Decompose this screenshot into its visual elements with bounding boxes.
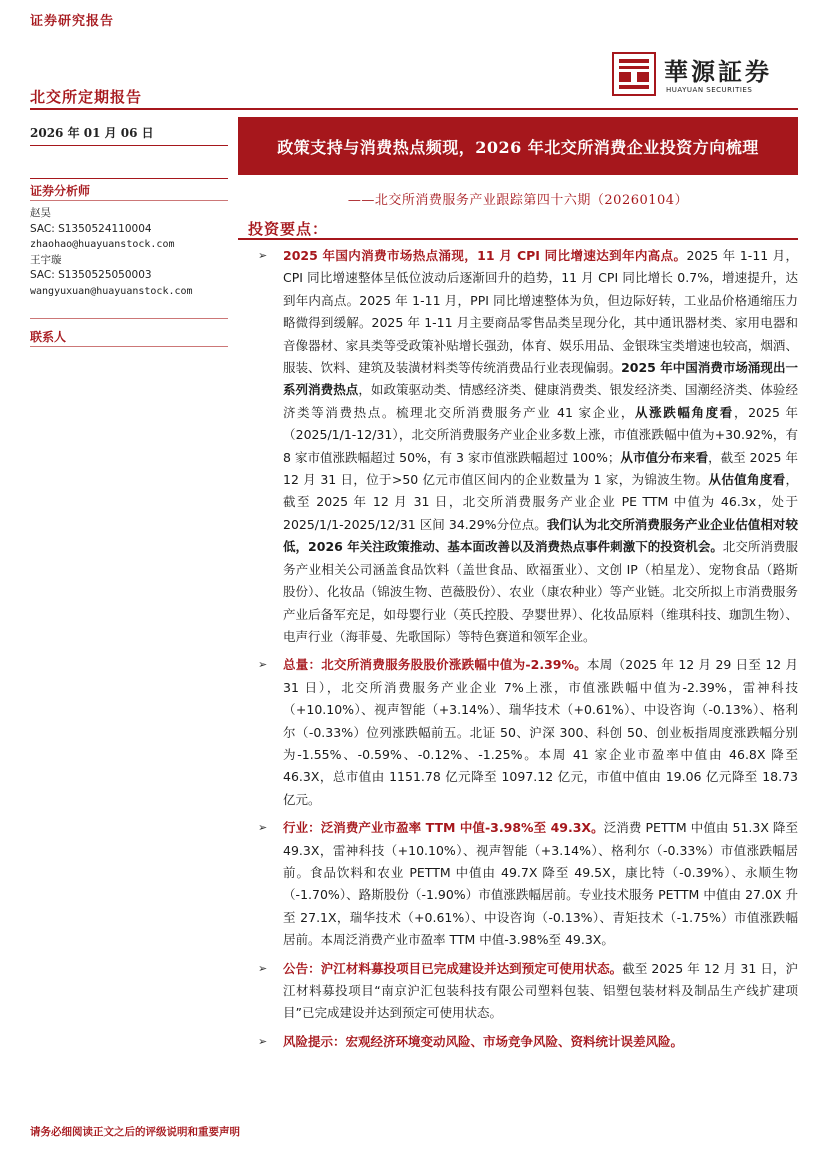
analyst-sac: SAC: S1350524110004 (30, 222, 152, 235)
report-subtitle: ——北交所消费服务产业跟踪第四十六期（20260104） (347, 193, 689, 208)
bullet-arrow-icon: ➢ (258, 249, 268, 262)
key-point-emphasis: 2025 年中国消费市场涌现出一系列消费热点 (283, 360, 798, 398)
key-points-divider (238, 238, 798, 240)
sidebar-subdivider (30, 200, 228, 201)
key-point-heading: 总量：北交所消费服务股股价涨跌幅中值为-2.39%。 (283, 657, 588, 673)
report-category-label: 证券研究报告 (30, 14, 115, 29)
key-point-emphasis: 我们认为北交所消费服务产业企业估值相对较低，2026 年关注政策推动、基本面改善以及消费热点事件刺激下的投资机会。 (283, 516, 798, 555)
key-point-item (258, 1031, 798, 1053)
analyst-sac: SAC: S1350525050003 (30, 269, 152, 281)
logo-name-en: HUAYUAN SECURITIES (666, 86, 753, 94)
bullet-arrow-icon: ➢ (258, 658, 268, 672)
key-point-item (258, 245, 798, 648)
sidebar-divider (30, 178, 228, 179)
sidebar-subdivider (30, 318, 228, 319)
key-point-heading: 风险提示：宏观经济环境变动风险、市场竞争风险、资料统计误差风险。 (283, 1033, 684, 1049)
contact-section-title: 联系人 (30, 330, 67, 344)
logo-name-cn: 華源証券 (664, 57, 772, 86)
bullet-arrow-icon: ➢ (258, 821, 268, 835)
key-point-heading: 2025 年国内消费市场热点涌现，11 月 CPI 同比增速达到年内高点。 (283, 248, 687, 263)
key-point-item (258, 958, 798, 1025)
key-points-title: 投资要点： (248, 220, 329, 238)
key-point-text: 截至 2025 年 12 月 31 日，沪江材料募投项目“南京沪汇包装科技有限公司塑料包装、铝塑包装材料及制品生产线扩建项目”已完成建设并达到预定可使用状态。 (283, 960, 798, 1021)
header-divider (30, 108, 798, 110)
bullet-arrow-icon: ➢ (258, 1034, 268, 1048)
date-divider (30, 145, 228, 146)
key-point-text: 北交所消费服务产业相关公司涵盖食品饮料（盖世食品、欧福蛋业）、文创 IP（柏星龙）、宠物食品（路斯股份）、化妆品（锦波生物、芭薇股份）、农业（康农种业）等产业链。北交所拟上市消费服务产业后备军充足，如母婴行业（英氏控股、孕婴世界）、化妆品原料（维琪科技、珈凯生物）、电声行业（海菲曼、先歌国际）等特色赛道和领军企业。 (283, 539, 798, 644)
disclaimer-footer: 请务必细阅读正文之后的评级说明和重要声明 (30, 1126, 240, 1138)
key-points-body (258, 245, 798, 1059)
key-point-text: ，如政策驱动类、情感经济类、健康消费类、银发经济类、国潮经济类、体验经济类等消费热点。梳理北交所消费服务产业 41 家企业， (283, 382, 798, 420)
sidebar-subdivider (30, 346, 228, 347)
analyst-name: 王宇璇 (30, 253, 62, 266)
key-point-heading: 行业：泛消费产业市盈率 TTM 中值-3.98%至 49.3X。 (283, 820, 604, 836)
key-point-text: 本周（2025 年 12 月 29 日至 12 月 31 日），北交所消费服务产业企业 7%上涨，市值涨跌幅中值为-2.39%，雷神科技（+10.10%）、视声智能（+3.14%）、瑞华技术（+0.61%）、中设咨询（-0.13%）、格利尔（-0.33%）位列涨跌幅前五。北证 50、沪深 300、科创 50、创业板指周度涨跌幅分别为-1.55%、-0.59%、-0.12%、-1.25%。本周 41 家企业市盈率中值由 46.8X 降至 46.3X，总市值由 1151.78 亿元降至 1097.12 亿元，市值中值由 19.06 亿元降至 18.73 亿元。 (283, 657, 798, 807)
analyst-email[interactable]: zhaohao@huayuanstock.com (30, 239, 175, 250)
key-point-emphasis: 从市值分布来看 (620, 449, 709, 465)
company-logo (612, 50, 792, 102)
key-point-text: 2025 年 1-11 月，CPI 同比增速整体呈低位波动后逐渐回升的趋势，11 月 CPI 同比增长 0.7%，增速提升，达到年内高点。2025 年 1-11 月，PPI 同比增速整体为负，但边际好转，工业品价格通缩压力略微得到缓解。2025 年 1-11 月主要商品零售品类呈现分化，其中通讯器材类、家用电器和音像器材、家具类等受政策补贴增长强劲，体育、娱乐用品、金银珠宝类增速也较高，烟酒、服装、饮料、建筑及装潢材料类等传统消费品行业表现偏弱。 (283, 248, 798, 376)
key-point-item (258, 817, 798, 951)
key-point-text: 泛消费 PETTM 中值由 51.3X 降至 49.3X，雷神科技（+10.10%）、视声智能（+3.14%）、格利尔（-0.33%）市值涨跌幅居前。食品饮料和农业 PETTM 中值由 49.7X 降至 49.5X，康比特（-0.39%）、永顺生物（-1.70%）、路斯股份（-1.90%）市值涨跌幅居前。专业技术服务 PETTM 中值由 27.0X 升至 27.1X，瑞华技术（+0.61%）、中设咨询（-0.13%）、青矩技术（-1.75%）市值涨跌幅居前。本周泛消费产业市盈率 TTM 中值-3.98%至 49.3X。 (283, 820, 798, 948)
key-point-emphasis: 从涨跌幅角度看 (635, 404, 734, 420)
key-point-text: ，2025 年（2025/1/1-12/31），北交所消费服务产业企业多数上涨，市值涨跌幅中值为+30.92%，有 8 家市值涨跌幅超过 50%，有 3 家市值涨跌幅超过 100%； (283, 404, 798, 465)
key-point-emphasis: 从估值角度看 (708, 472, 786, 488)
key-point-item (258, 654, 798, 811)
key-point-text: ，截至 2025 年 12 月 31 日，北交所消费服务产业企业 PE TTM 中值为 46.3x，处于 2025/1/1-2025/12/31 区间 34.29%分位点。 (283, 472, 798, 532)
report-type: 北交所定期报告 (30, 88, 143, 106)
key-point-heading: 公告：沪江材料募投项目已完成建设并达到预定可使用状态。 (283, 960, 623, 976)
analyst-list (30, 206, 193, 299)
report-title: 政策支持与消费热点频现，2026 年北交所消费企业投资方向梳理 (238, 117, 798, 175)
report-date: 2026 年 01 月 06 日 (30, 126, 154, 140)
huayuan-logo-icon (612, 52, 656, 96)
analyst-email[interactable]: wangyuxuan@huayuanstock.com (30, 285, 193, 297)
bullet-arrow-icon: ➢ (258, 961, 268, 975)
analyst-section-title: 证券分析师 (30, 184, 91, 198)
key-point-text: ，截至 2025 年 12 月 31 日，位于>50 亿元市值区间内的企业数量为 1 家，为锦波生物。 (283, 449, 798, 488)
analyst-name: 赵昊 (30, 207, 51, 219)
